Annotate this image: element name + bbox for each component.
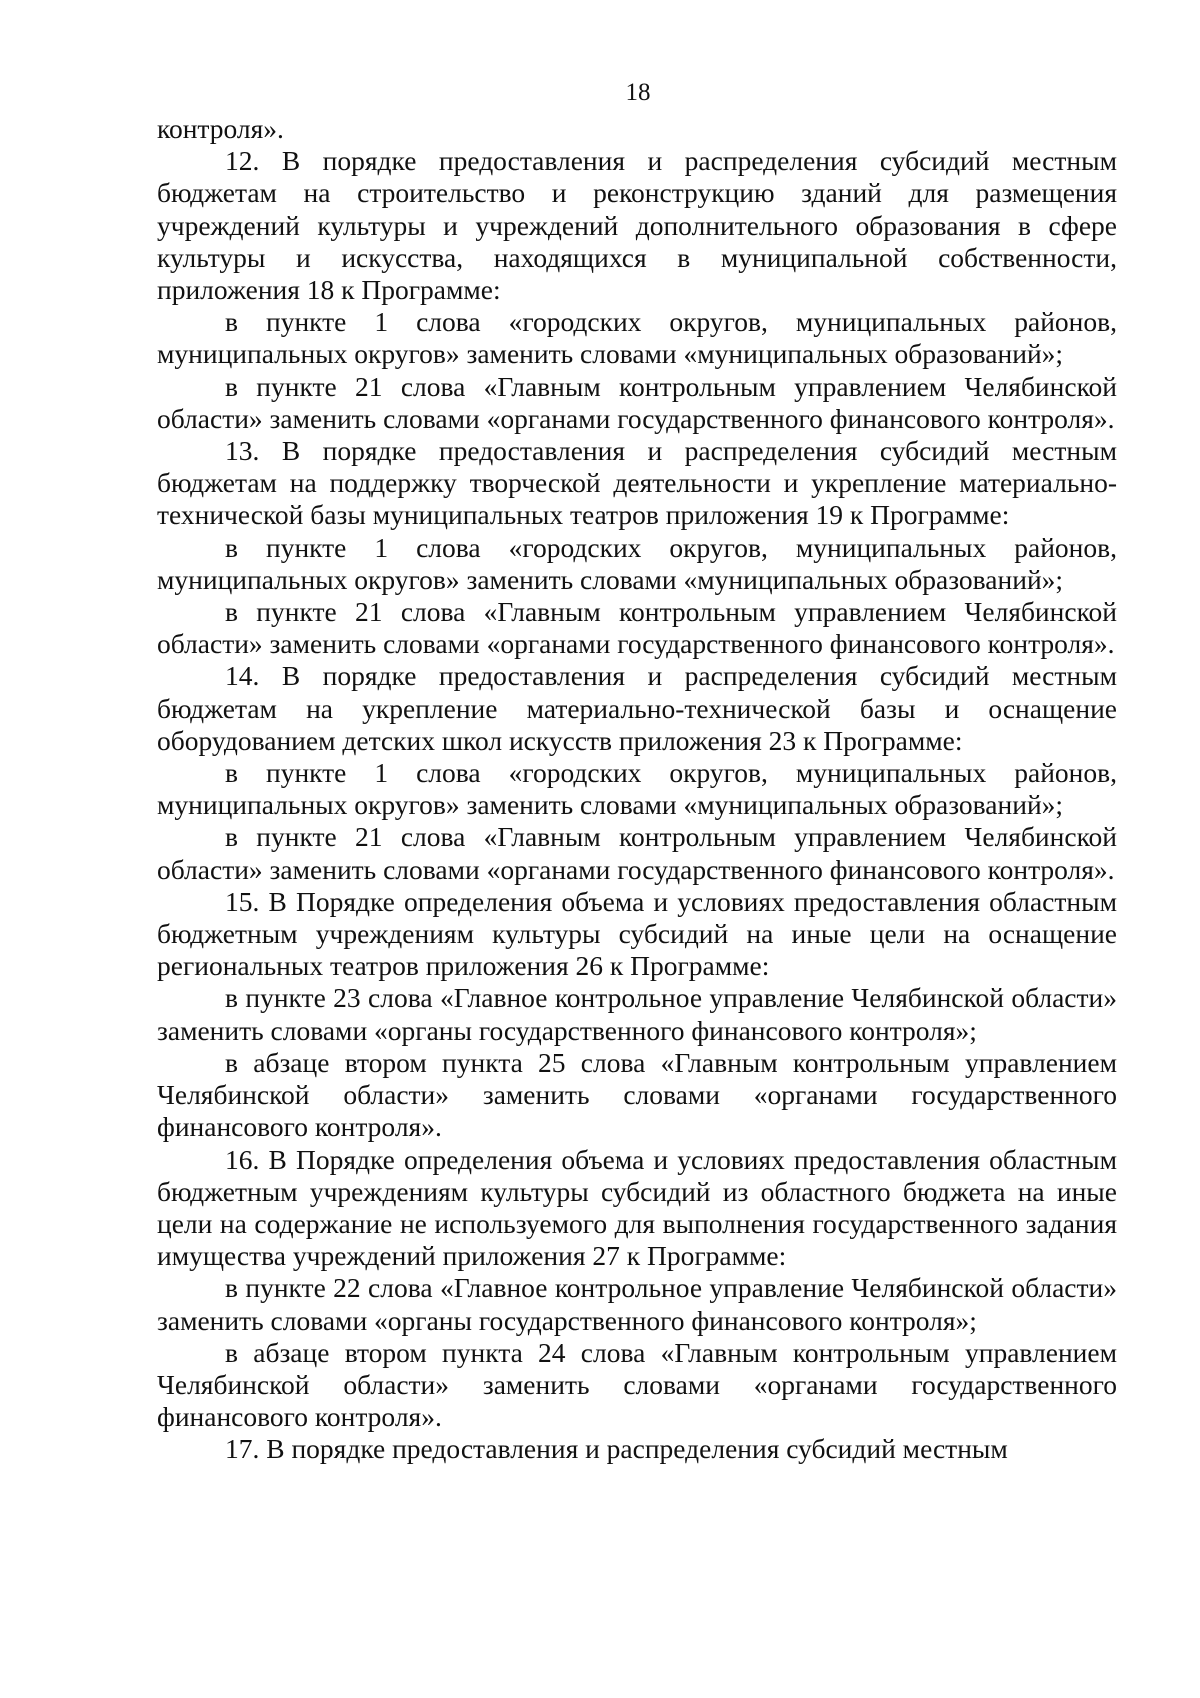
paragraph: в абзаце втором пункта 25 слова «Главным контрольным управлением Челябинской области» заменить словами «органами государственного финансового контроля». <box>157 1046 1117 1143</box>
paragraph: в пункте 1 слова «городских округов, муниципальных районов, муниципальных округов» заменить словами «муниципальных образований»; <box>157 306 1117 370</box>
paragraph: в пункте 1 слова «городских округов, муниципальных районов, муниципальных округов» заменить словами «муниципальных образований»; <box>157 531 1117 595</box>
paragraph: в абзаце втором пункта 24 слова «Главным контрольным управлением Челябинской области» заменить словами «органами государственного финансового контроля». <box>157 1336 1117 1433</box>
paragraph: в пункте 1 слова «городских округов, муниципальных районов, муниципальных округов» заменить словами «муниципальных образований»; <box>157 757 1117 821</box>
paragraph: 13. В порядке предоставления и распределения субсидий местным бюджетам на поддержку творческой деятельности и укрепление материально-технической базы муниципальных театров приложения 19 к Программе: <box>157 435 1117 531</box>
page-number: 18 <box>625 79 651 106</box>
paragraph: контроля». <box>157 113 284 144</box>
paragraph: в пункте 21 слова «Главным контрольным управлением Челябинской области» заменить словами «органами государственного финансового контроля». <box>157 821 1117 885</box>
paragraph: в пункте 22 слова «Главное контрольное управление Челябинской области» заменить словами «органы государственного финансового контроля»; <box>157 1272 1117 1336</box>
paragraph: 16. В Порядке определения объема и условиях предоставления областным бюджетным учреждениям культуры субсидий из областного бюджета на иные цели на содержание не используемого для выполнения государственного задания имущества учреждений приложения 27 к Программе: <box>157 1143 1117 1272</box>
paragraph: 15. В Порядке определения объема и условиях предоставления областным бюджетным учреждениям культуры субсидий на иные цели на оснащение региональных театров приложения 26 к Программе: <box>157 885 1117 982</box>
paragraph: в пункте 23 слова «Главное контрольное управление Челябинской области» заменить словами «органы государственного финансового контроля»; <box>157 982 1117 1046</box>
paragraph: 12. В порядке предоставления и распределения субсидий местным бюджетам на строительство и реконструкцию зданий для размещения учреждений культуры и учреждений дополнительного образования в сфере культуры и искусства, находящихся в муниципальной собственности, приложения 18 к Программе: <box>157 145 1117 306</box>
paragraph: 17. В порядке предоставления и распределения субсидий местным <box>225 1433 1008 1465</box>
paragraph: в пункте 21 слова «Главным контрольным управлением Челябинской области» заменить словами «органами государственного финансового контроля». <box>157 370 1117 434</box>
paragraph: 14. В порядке предоставления и распределения субсидий местным бюджетам на укрепление материально-технической базы и оснащение оборудованием детских школ искусств приложения 23 к Программе: <box>157 660 1117 756</box>
paragraph: в пункте 21 слова «Главным контрольным управлением Челябинской области» заменить словами «органами государственного финансового контроля». <box>157 596 1117 660</box>
document-body <box>157 113 1117 1466</box>
